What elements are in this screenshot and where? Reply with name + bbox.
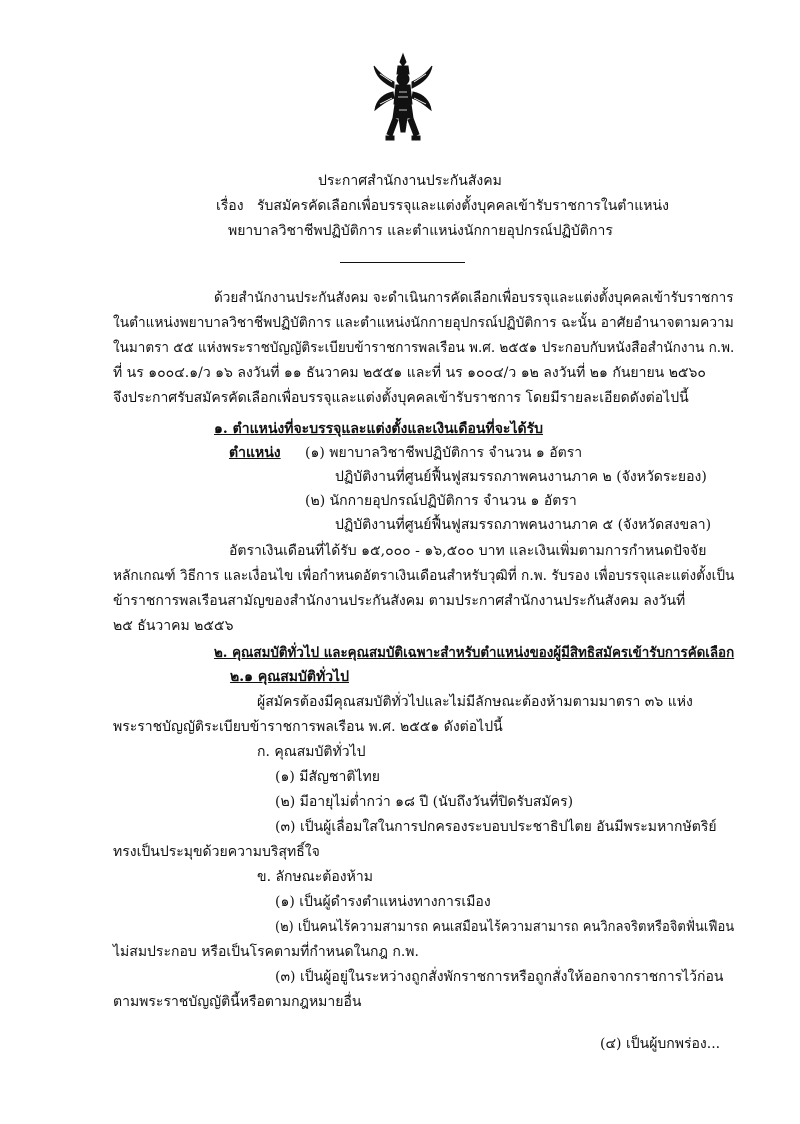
intro-line: ในตำแหน่งพยาบาลวิชาชีพปฏิบัติการ และตำแหน่งนักกายอุปกรณ์ปฏิบัติการ ฉะนั้น อาศัยอำนาจตามความ	[113, 315, 734, 331]
qualification-item-cont: ทรงเป็นประมุขด้วยความบริสุทธิ์ใจ	[113, 844, 320, 860]
intro-line: จึงประกาศรับสมัครคัดเลือกเพื่อบรรจุและแต่งตั้งบุคคลเข้ารับราชการ โดยมีรายละเอียดดังต่อไปนี้	[113, 390, 689, 406]
prohibition-item-cont: ไม่สมประกอบ หรือเป็นโรคตามที่กำหนดในกฎ ก.พ.	[113, 944, 419, 960]
title-divider	[340, 262, 465, 263]
position-1-place: ปฏิบัติงานที่ศูนย์ฟื้นฟูสมรรถภาพคนงานภาค ๒ (จังหวัดระยอง)	[335, 469, 707, 485]
prohibition-label: ข. ลักษณะต้องห้าม	[257, 869, 373, 885]
garuda-emblem-icon	[372, 52, 434, 148]
position-2: (๒) นักกายอุปกรณ์ปฏิบัติการ จำนวน ๑ อัตรา	[305, 493, 577, 509]
prohibition-item: (๓) เป็นผู้อยู่ในระหว่างถูกสั่งพักราชการหรือถูกสั่งให้ออกจากราชการไว้ก่อน	[275, 969, 724, 985]
announcement-title: ประกาศสำนักงานประกันสังคม	[318, 173, 502, 189]
intro-line: ที่ นร ๑๐๐๔.๑/ว ๑๖ ลงวันที่ ๑๑ ธันวาคม ๒๕๕๑ และที่ นร ๑๐๐๔/ว ๑๒ ลงวันที่ ๒๑ กันยายน ๒๕๖๐	[113, 365, 706, 381]
salary-line: อัตราเงินเดือนที่ได้รับ ๑๕,๐๐๐ - ๑๖,๕๐๐ บาท และเงินเพิ่มตามการกำหนดปัจจัย	[229, 543, 707, 559]
prohibition-item-cont: ตามพระราชบัญญัตินี้หรือตามกฎหมายอื่น	[113, 994, 362, 1010]
subject-line-1: รับสมัครคัดเลือกเพื่อบรรจุและแต่งตั้งบุคคลเข้ารับราชการในตำแหน่ง	[257, 198, 669, 214]
salary-line: ๒๕ ธันวาคม ๒๕๕๖	[113, 618, 234, 634]
intro-line: ด้วยสำนักงานประกันสังคม จะดำเนินการคัดเลือกเพื่อบรรจุและแต่งตั้งบุคคลเข้ารับราชการ	[214, 290, 734, 306]
qualification-para-line: พระราชบัญญัติระเบียบข้าราชการพลเรือน พ.ศ. ๒๕๕๑ ดังต่อไปนี้	[113, 719, 503, 735]
position-2-place: ปฏิบัติงานที่ศูนย์ฟื้นฟูสมรรถภาพคนงานภาค ๕ (จังหวัดสงขลา)	[335, 517, 712, 533]
subject-line-2: พยาบาลวิชาชีพปฏิบัติการ และตำแหน่งนักกายอุปกรณ์ปฏิบัติการ	[228, 223, 613, 239]
section-2-1-heading: ๒.๑ คุณสมบัติทั่วไป	[230, 669, 349, 685]
subject-label: เรื่อง	[216, 198, 244, 214]
qualification-item: (๑) มีสัญชาติไทย	[275, 769, 380, 785]
position-label: ตำแหน่ง	[229, 445, 281, 461]
salary-line: ข้าราชการพลเรือนสามัญของสำนักงานประกันสังคม ตามประกาศสำนักงานประกันสังคม ลงวันที่	[113, 593, 686, 609]
qualification-para-line: ผู้สมัครต้องมีคุณสมบัติทั่วไปและไม่มีลักษณะต้องห้ามตามมาตรา ๓๖ แห่ง	[257, 694, 693, 710]
section-1-heading: ๑. ตำแหน่งที่จะบรรจุและแต่งตั้งและเงินเดือนที่จะได้รับ	[214, 421, 543, 437]
salary-line: หลักเกณฑ์ วิธีการ และเงื่อนไข เพื่อกำหนดอัตราเงินเดือนสำหรับวุฒิที่ ก.พ. รับรอง เพื่อบรรจุและแต่งตั้งเป็น	[113, 568, 735, 584]
general-qualification-label: ก. คุณสมบัติทั่วไป	[257, 744, 366, 760]
continued-note: (๔) เป็นผู้บกพร่อง...	[600, 1036, 721, 1052]
qualification-item: (๒) มีอายุไม่ต่ำกว่า ๑๘ ปี (นับถึงวันที่ปิดรับสมัคร)	[275, 794, 574, 810]
position-1: (๑) พยาบาลวิชาชีพปฏิบัติการ จำนวน ๑ อัตรา	[305, 445, 583, 461]
section-2-heading: ๒. คุณสมบัติทั่วไป และคุณสมบัติเฉพาะสำหรับตำแหน่งของผู้มีสิทธิสมัครเข้ารับการคัดเลือก	[214, 645, 735, 661]
prohibition-item: (๑) เป็นผู้ดำรงตำแหน่งทางการเมือง	[275, 894, 491, 910]
qualification-item: (๓) เป็นผู้เลื่อมใสในการปกครองระบอบประชาธิปไตย อันมีพระมหากษัตริย์	[275, 819, 717, 835]
intro-line: ในมาตรา ๕๕ แห่งพระราชบัญญัติระเบียบข้าราชการพลเรือน พ.ศ. ๒๕๕๑ ประกอบกับหนังสือสำนักงาน ก.พ.	[113, 340, 735, 356]
prohibition-item: (๒) เป็นคนไร้ความสามารถ คนเสมือนไร้ความสามารถ คนวิกลจริตหรือจิตฟั่นเฟือน	[275, 919, 735, 935]
